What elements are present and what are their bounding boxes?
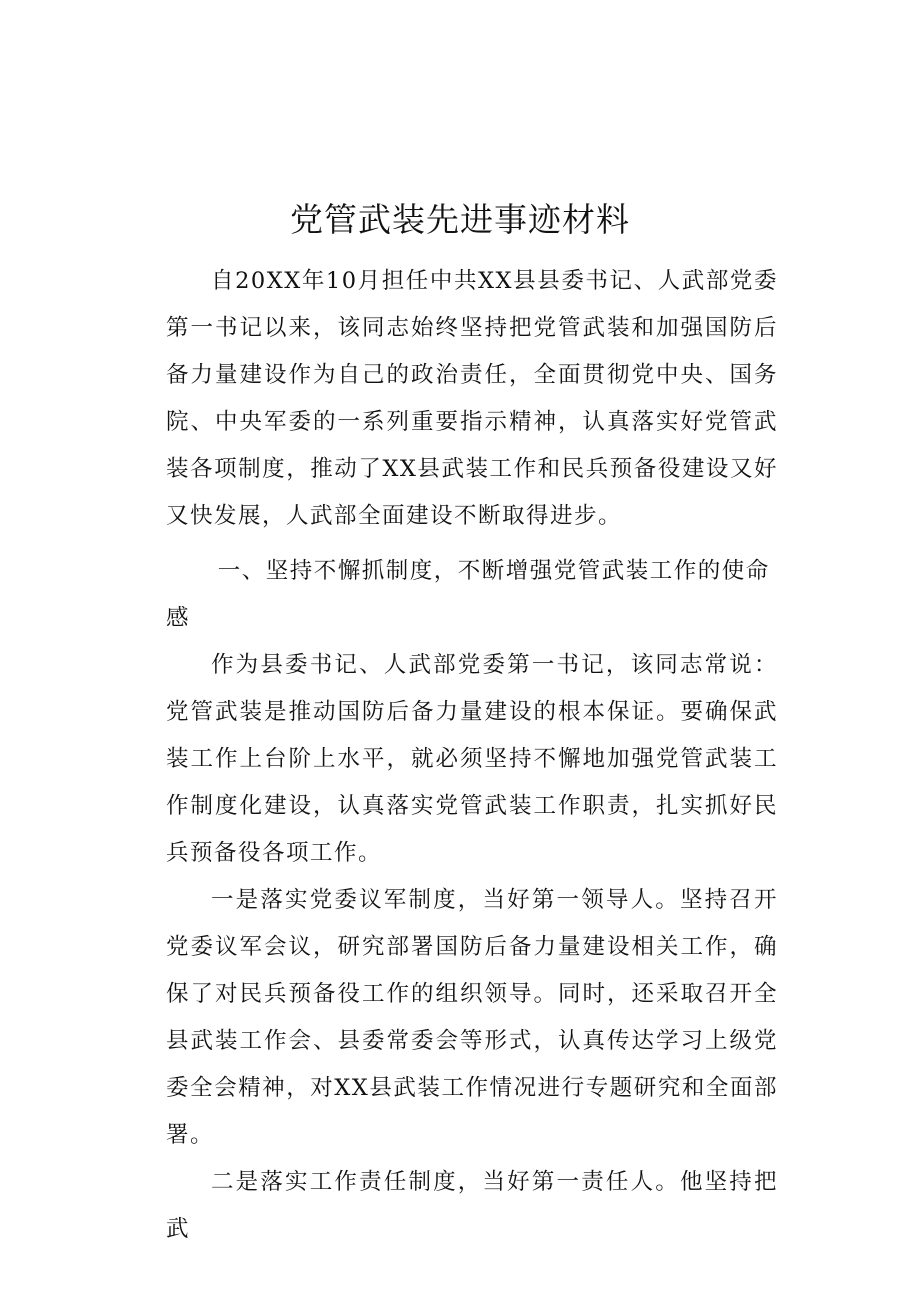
paragraph-section-1: 作为县委书记、人武部党委第一书记，该同志常说：党管武装是推动国防后备力量建设的根本保证。要确保武装工作上台阶上水平，就必须坚持不懈地加强党管武装工作制度化建设，认真落实党管武装工作职责，扎实抓好民兵预备役各项工作。	[166, 652, 778, 866]
section-heading-1: 一、坚持不懈抓制度，不断增强党管武装工作的使命感	[166, 558, 770, 631]
paragraph-intro: 自20XX年10月担任中共XX县县委书记、人武部党委第一书记以来，该同志始终坚持把党管武装和加强国防后备力量建设作为自己的政治责任，全面贯彻党中央、国务院、中央军委的一系列重要指示精神，认真落实好党管武装各项制度，推动了XX县武装工作和民兵预备役建设又好又快发展，人武部全面建设不断取得进步。	[166, 268, 778, 529]
document-title: 党管武装先进事迹材料	[290, 200, 630, 239]
paragraph-point-2: 二是落实工作责任制度，当好第一责任人。他坚持把武	[166, 1169, 778, 1242]
document-body	[166, 258, 778, 1253]
paragraph-point-1: 一是落实党委议军制度，当好第一领导人。坚持召开党委议军会议，研究部署国防后备力量建设相关工作，确保了对民兵预备役工作的组织领导。同时，还采取召开全县武装工作会、县委常委会等形式，认真传达学习上级党委全会精神，对XX县武装工作情况进行专题研究和全面部署。	[166, 887, 778, 1148]
